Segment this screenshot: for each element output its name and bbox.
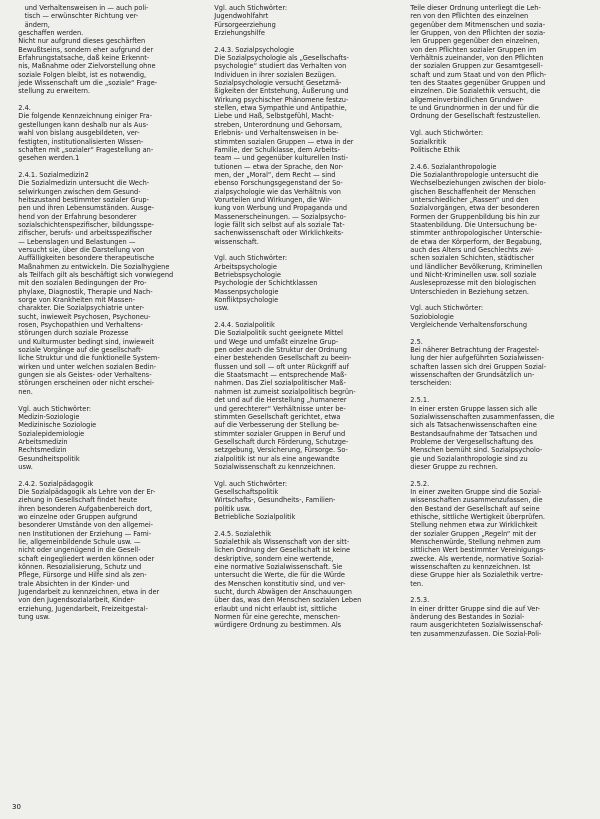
text-line: zifischer, berufs- und arbeitsspezifischer [12,229,152,238]
text-line: wissenschaften der Grundsätzlich un- [404,371,535,380]
text-line: Die Sozialmedizin untersucht die Wech- [12,179,150,188]
text-line: ren von den Pflichten des einzelnen [404,12,529,21]
text-line: Ordnung der Gesellschaft festzustellen. [404,112,541,121]
text-line: sozialschichtenspezifischer, bildungsspe- [12,220,155,229]
text-line: und Kulturmuster bedingt sind, inwieweit [12,337,155,346]
text-line: Vgl. auch Stichwörter: [208,479,288,488]
text-line: selwirkungen zwischen dem Gesund- [12,187,141,196]
text-line: 2.5.1. [404,396,430,405]
text-line: nis, Maßnahme oder Zielvorstellung ohne [12,62,156,71]
text-line: gestellungen kann deshalb nur als Aus- [12,120,149,129]
text-line: politik usw. [208,504,252,513]
text-line: Wirtschafts-, Gesundheits-, Familien- [208,496,336,505]
text-line [208,246,392,254]
text-line: 2.5. [404,337,423,346]
text-line: von den Jugendsozialarbeit, Kinder- [12,596,136,605]
text-line: len Gruppen gegenüber den einzelnen, [404,37,540,46]
text-line: den Bestand der Gesellschaft auf seine [404,504,540,513]
text-line: Verhältnis zueinander, von den Pflichten [404,54,544,63]
text-line [12,396,196,404]
text-line: liche Struktur und die funktionelle System- [12,354,160,363]
text-line: ebenso Forschungsgegenstand der So- [208,179,343,188]
text-line: zialpolitik ist nur als eine angewandte [208,454,340,463]
text-line: Sozialpsychologie versucht Gesetzmä- [208,79,342,88]
text-line: dieser Gruppe zu rechnen. [404,462,498,471]
text-line: charakter. Die Sozialpsychiatrie unter- [12,304,145,313]
text-line: Die Sozialanthropologie untersucht die [404,170,539,179]
text-line: sorge von Krankheiten mit Massen- [12,296,136,305]
text-line: Vgl. auch Stichwörter: [404,129,484,138]
text-column-left [12,4,196,621]
text-line: Erlebnis- und Verhaltensweisen in be- [208,129,339,138]
text-line: auf die Verbesserung der Stellung be- [208,421,340,430]
text-line: diese Gruppe hier als Sozialethik vertre- [404,571,543,580]
text-line: ßigkeiten der Entstehung, Äußerung und [208,87,349,96]
text-line: Gesellschaft durch Förderung, Schutzge- [208,437,349,446]
text-line: tisch — erwünschter Richtung ver- [12,12,139,21]
text-line: team — und gegenüber kulturellen Insti- [208,154,349,163]
text-line: tutionen — etwa der Sprache, den Nor- [208,162,344,171]
text-line: lung der hier aufgeführten Sozialwissen- [404,354,544,363]
text-line: sich als Tatsachenwissenschaften eine [404,421,537,430]
text-line: Liebe und Haß, Selbstgefühl, Macht- [208,112,334,121]
text-line [208,37,392,45]
text-line: — Lebenslagen und Belastungen — [12,237,136,246]
text-column-right [404,4,588,638]
text-line: stimmten sozialen Gruppen — etwa in der [208,137,354,146]
text-line: die Staatsmacht — entsprechende Maß- [208,371,347,380]
text-line: 2.5.2. [404,479,430,488]
text-line: usw. [208,304,229,313]
text-line: 2.4.3. Sozialpsychologie [208,45,294,54]
text-line: sittlichen Wert bestimmter Vereinigungs- [404,546,546,555]
text-line: heitszustand bestimmter sozialer Grup- [12,195,149,204]
text-line: Probleme der Vergesellschaftung des [404,437,533,446]
text-line: besonderer Umstände von den allgemei- [12,521,154,530]
text-line: schaft und zum Staat und von den Pflich- [404,70,547,79]
text-line: wahl von bislang ausgebildeten, ver- [12,129,140,138]
text-line: pen oder auch die Struktur der Ordnung [208,346,347,355]
text-line: Sozialwissenschaft zu kennzeichnen. [208,462,336,471]
text-line: stimmten Gesellschaft gerichtet, etwa [208,412,341,421]
text-line: Normen für eine gerechte, menschen- [208,613,341,622]
text-line: versucht sie, über die Darstellung von [12,245,145,254]
text-line: Die folgende Kennzeichnung einiger Fra- [12,112,153,121]
text-line: sachenwissenschaft oder Wirklichkeits- [208,229,344,238]
text-line: Betriebliche Sozialpolitik [208,512,296,521]
text-line: Familie, der Schulklasse, dem Arbeits- [208,145,340,154]
text-line: Vorurteilen und Wirkungen, die Wir- [208,195,332,204]
text-line: pen und ihren Lebensumständen. Ausge- [12,204,155,213]
text-line: Vgl. auch Stichwörter: [208,254,288,263]
text-line: soziale Vorgänge auf die gesellschaft- [12,346,144,355]
text-line: erlaubt und nicht erlaubt ist, sittliche [208,604,337,613]
text-line: 2.4.6. Sozialanthropologie [404,162,497,171]
text-line: wissenschaft. [208,237,259,246]
text-line [404,388,588,396]
text-line: stellung zu erweitern. [12,87,90,96]
text-line: psychologie“ studiert das Verhalten von [208,62,347,71]
text-line: det und auf die Herstellung „humanerer [208,396,347,405]
text-line: schaften lassen sich drei Gruppen Sozial- [404,362,547,371]
text-line: ihren besonderen Aufgabenbereich dort, [12,504,153,513]
text-line: In einer ersten Gruppe lassen sich alle [404,404,538,413]
text-line: Auffälligkeiten besondere therapeutische [12,254,155,263]
text-line: stimmter anthropologischer Unterschie- [404,229,543,238]
text-line: streben, Unterordnung und Gehorsam, [208,120,343,129]
text-line: stimmter sozialer Gruppen in Beruf und [208,429,346,438]
text-line: Arbeitsmedizin [12,437,68,446]
text-line: Bestandsaufnahme der Tatsachen und [404,429,538,438]
text-line: Teile dieser Ordnung unterliegt die Leh- [404,4,541,12]
text-line: 2.4.4. Sozialpolitik [208,321,275,330]
text-line: kung von Werbung und Propaganda und [208,204,348,213]
text-line: eine normative Sozialwissenschaft. Sie [208,563,343,572]
text-line: und Nicht-Kriminellen usw. soll soziale [404,271,537,279]
text-line: stellen, etwa Sympathie und Antipathie, [208,104,347,113]
text-line: Betriebspsychologie [208,271,281,279]
text-line: sucht, inwieweit Psychosen, Psychoneu- [12,312,151,321]
text-line [208,313,392,321]
text-line: logie fällt sich selbst auf als soziale Tat- [208,220,345,229]
text-line: ziehung in Gesellschaft findet heute [12,496,138,505]
text-line: tung usw. [12,613,51,622]
text-line: Bewußtseins, sondern eher aufgrund der [12,45,154,54]
text-line: einer bestehenden Gesellschaft zu beein- [208,354,352,363]
text-line: Menschenwürde, Stellung nehmen zum [404,538,541,546]
text-line: änderung des Bestandes in Sozial- [404,613,525,622]
text-line: men, der „Moral“, dem Recht — sind [208,170,336,179]
text-line [404,121,588,129]
text-line: wissenschaften zu kennzeichnen. Ist [404,563,531,572]
text-line: jede Wissenschaft um die „soziale“ Frage- [12,79,158,88]
text-line: gegenüber dem Mitmenschen und sozia- [404,20,546,29]
text-line: Sozialvorgängen, etwa der besonderen [404,204,540,213]
text-line: soziale Folgen bleibt, ist es notwendig, [12,70,147,79]
text-line: schaft eingegliedert werden können oder [12,554,155,563]
text-line: raum ausgerichteten Sozialwissenschaf- [404,621,543,630]
text-line: flussen und soll — oft unter Rückgriff auf [208,362,349,371]
text-line: Staatenbildung. Die Untersuchung be- [404,220,537,229]
text-line: Vgl. auch Stichwörter: [208,4,288,12]
text-line: deskriptive, sondern eine wertende, [208,554,334,563]
text-line: Sozialepidemiologie [12,429,85,438]
text-line: Jugendarbeit zu kennzeichnen, etwa in der [12,588,160,597]
text-line: des Menschen konstitutiv sind, und ver- [208,579,346,588]
text-line [404,588,588,596]
text-line: auch des Alters und Geschlechts zwi- [404,245,534,254]
text-line: Pflege, Fürsorge und Hilfe sind als zen- [12,571,147,580]
text-line: störungen erscheinen oder nicht erschei- [12,379,155,388]
text-line: Die Sozialpädagogik als Lehre von der Er- [12,487,156,496]
text-line: Erfahrungstatsache, daß keine Erkennt- [12,54,150,63]
text-line: können. Resozialisierung, Schutz und [12,563,142,572]
text-line: geschaffen werden. [12,29,84,38]
text-line: Vgl. auch Stichwörter: [12,404,92,413]
text-line: Gesellschaftspolitik [208,487,279,496]
text-line: Sozialwissenschaften zusammenfassen, die [404,412,555,421]
text-line: schaften mit „sozialer“ Fragestellung an- [12,145,154,154]
text-line: In einer zweiten Gruppe sind die Sozial- [404,487,542,496]
text-line: Arbeitspsychologie [208,262,277,271]
text-line: rosen, Psychopathien und Verhaltens- [12,321,143,330]
text-line [404,329,588,337]
text-line: terscheiden: [404,379,452,388]
text-line: nahmen ist zumeist sozialpolitisch begrün- [208,387,356,396]
text-line [208,471,392,479]
text-line: als Teilfach gilt als beschäftigt sich vorwiegend [12,271,174,279]
text-line [12,471,196,479]
text-line: untersucht die Werte, die für die Würde [208,571,345,580]
text-line: und Wege und umfaßt einzelne Grup- [208,337,339,346]
text-line: lie, allgemeinbildende Schule usw. — [12,538,141,546]
text-line [208,521,392,529]
text-line: phylaxe, Diagnostik, Therapie und Nach- [12,287,153,296]
text-line: Medizinische Soziologie [12,421,97,430]
text-line: Sozialethik als Wissenschaft von der sitt- [208,538,350,546]
text-line: 2.4. [12,104,31,113]
text-line: und Verhaltensweisen in — auch poli- [12,4,149,12]
text-line [404,154,588,162]
text-line: Stellung nehmen etwa zur Wirklichkeit [404,521,538,530]
text-line: Wechselbeziehungen zwischen der biolo- [404,179,546,188]
page-number: 30 [12,803,21,811]
text-line: ändern, [12,20,50,29]
text-line: Gesundheitspolitik [12,454,80,463]
text-line: Politische Ethik [404,145,461,154]
text-line: Fürsorgeerziehung [208,20,276,29]
text-line: der sozialer Gruppen „Regeln“ mit der [404,529,537,538]
text-line: Wirkung psychischer Phänomene festzu- [208,95,349,104]
text-line: Individuen in ihrer sozialen Bezügen. [208,70,337,79]
text-line: Vergleichende Verhaltensforschung [404,321,528,330]
text-line: Sozialkritik [404,137,447,146]
text-line: nicht oder ungenügend in die Gesell- [12,546,141,555]
text-line: de etwa der Körperform, der Begabung, [404,237,542,246]
text-line: allgemeinverbindlichen Grundwer- [404,95,525,104]
text-line: festigten, institutionalisierten Wissen- [12,137,144,146]
text-line: setzgebung, Versicherung, Fürsorge. So- [208,446,348,455]
text-line: Psychologie der Schichtklassen [208,279,318,288]
text-line: 2.4.2. Sozialpädagogik [12,479,94,488]
text-line: In einer dritter Gruppe sind die auf Ver- [404,604,540,613]
text-line: sucht, durch Abwägen der Anschauungen [208,588,352,597]
text-line: Vgl. auch Stichwörter: [404,304,484,313]
text-line [404,471,588,479]
text-line: nahmen. Das Ziel sozialpolitischer Maß- [208,379,346,388]
text-line: Maßnahmen zu entwickeln. Die Sozialhygiene [12,262,170,271]
text-line: unterschiedlicher „Rassen“ und den [404,195,529,204]
text-line: und ländlicher Bevölkerung, Kriminellen [404,262,543,271]
text-line [404,296,588,304]
text-line: Die Sozialpolitik sucht geeignete Mittel [208,329,343,338]
text-line: zialpsychologie wie das Verhältnis von [208,187,341,196]
text-line: wirken und unter welchen sozialen Bedin- [12,362,157,371]
text-line: Die Sozialpsychologie als „Gesellschafts- [208,54,349,63]
text-line: gungen sie als Geistes- oder Verhaltens- [12,371,152,380]
text-line: hend von der Erfahrung besonderer [12,212,137,221]
text-line [12,163,196,171]
text-line: gie und Sozialanthropologie sind zu [404,454,528,463]
text-line: über das, was den Menschen sozialen Leben [208,596,362,605]
text-line: te und Grundnormen in der und für die [404,104,539,113]
text-line: 2.4.1. Sozialmedizin2 [12,170,89,179]
text-line: gesehen werden.1 [12,154,80,163]
text-line: ten zusammenzufassen. Die Sozial-Poli- [404,629,542,638]
text-line: der sozialen Gruppen zur Gesamtgesell- [404,62,543,71]
text-line: Massenpsychologie [208,287,279,296]
text-line: trale Absichten in der Kinder- und [12,579,130,588]
text-line: Massenerscheinungen. — Sozialpsycho- [208,212,347,221]
text-line: zwecke. Als wertende, normative Sozial- [404,554,544,563]
text-line: Bei näherer Betrachtung der Fragestel- [404,346,540,355]
text-line: gischen Beschaffenheit der Menschen [404,187,536,196]
text-line: einzelnen. Die Sozialethik versucht, die [404,87,541,96]
text-line: wissenschaften zusammenzufassen, die [404,496,543,505]
text-line: ten des Staates gegenüber Gruppen und [404,79,546,88]
text-line: Nicht nur aufgrund dieses geschärften [12,37,146,46]
text-line: 2.5.3. [404,596,430,605]
text-line: Ausleseprozesse mit den biologischen [404,279,536,288]
text-line: Konfliktpsychologie [208,296,279,305]
text-line: Erziehungshilfe [208,29,265,38]
text-line: ethische, sittliche Wertigkeit überprüfen. [404,512,546,521]
text-line: wo einzelne oder Gruppen aufgrund [12,512,138,521]
text-line: Menschen bemüht sind. Sozialpsycholo- [404,446,543,455]
text-line: von den Pflichten sozialer Gruppen im [404,45,537,54]
text-line: Rechtsmedizin [12,446,67,455]
text-line: würdigere Ordnung zu bestimmen. Als [208,621,342,630]
text-line: Unterschieden in Beziehung setzen. [404,287,530,296]
text-line: 2.4.5. Sozialethik [208,529,272,538]
text-line: erziehung, Jugendarbeit, Freizeitgestal- [12,604,148,613]
text-line: Jugendwohlfahrt [208,12,269,21]
text-line: nen. [12,387,33,396]
text-column-middle [208,4,392,630]
text-line: nen Institutionen der Erziehung — Fami- [12,529,152,538]
text-line: usw. [12,462,33,471]
text-line: Soziobiologie [404,312,454,321]
text-line: störungen durch soziale Prozesse [12,329,129,338]
text-line: Medizin-Soziologie [12,412,80,421]
text-line: Formen der Gruppenbildung bis hin zur [404,212,540,221]
text-line: ten. [404,579,424,588]
text-line: und gerechterer“ Verhältnisse unter be- [208,404,346,413]
text-line: mit den sozialen Bedingungen der Pro- [12,279,147,288]
text-line: schen sozialen Schichten, städtischer [404,254,535,263]
text-line [12,96,196,104]
text-line: ler Gruppen, von den Pflichten der sozia- [404,29,546,38]
text-line: lichen Ordnung der Gesellschaft ist keine [208,546,351,555]
